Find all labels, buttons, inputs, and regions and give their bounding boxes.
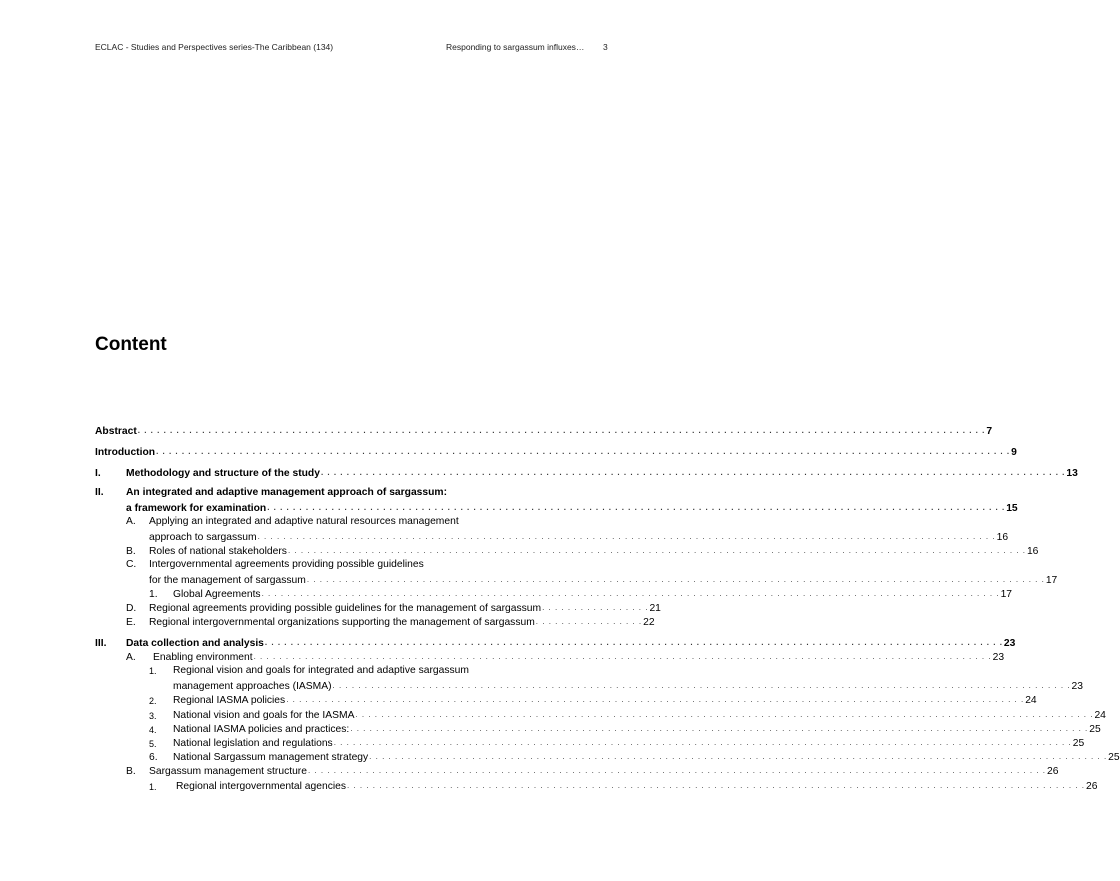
toc-entry-3b1[interactable]	[95, 779, 1098, 793]
toc-number: A.	[126, 652, 136, 663]
leader-dots: . . . . . . . . . . . . . . . . . . . . . . . . . . . . . . . . . . . . . . . . . . . . . . . . . . . . . . . . . . . . . . . . . . . . . . . . . . . . . . . . . . . . . . . . . . . . . . . . . . . . . . . . . . . . . . . . . . .	[333, 738, 1072, 747]
toc-text: Introduction	[95, 447, 156, 458]
toc-text: Applying an integrated and adaptive natural resources management	[149, 516, 459, 527]
toc-page: 13	[1066, 468, 1078, 479]
toc-entry-chapter-3[interactable]	[95, 636, 1016, 650]
toc-number: 5.	[149, 739, 157, 749]
toc-number: 1.	[149, 782, 157, 792]
leader-dots: . . . . . . . . . . . . . . . . .	[535, 617, 643, 626]
toc-text: Regional intergovernmental agencies	[176, 781, 347, 792]
leader-dots: . . . . . . . . . . . . . . . . . . . . . . . . . . . . . . . . . . . . . . . . . . . . . . . . . . . . . . . . . . . . . . . . . . . . . . . . . . . . . . . . . . . . . . . . . . . . . . . . . . . . . . . . . . . . . . . . . . .	[261, 589, 1000, 598]
toc-number: II.	[95, 487, 104, 498]
leader-dots: . . . . . . . . . . . . . . . . . . . . . . . . . . . . . . . . . . . . . . . . . . . . . . . . . . . . . . . . . . . . . . . . . . . . . . . . . . . . . . . . . . . . . . . . . . . . . . . . . . . . . . . . . . . . . . . . . . . . . . . . . . . . . . . . . . . . .	[156, 447, 1011, 456]
toc-entry-3a5[interactable]	[95, 736, 1085, 750]
toc-page: 7	[986, 426, 993, 437]
toc-text: National IASMA policies and practices:	[173, 724, 350, 735]
toc-text: Sargassum management structure	[149, 766, 307, 777]
toc-number: 6.	[149, 752, 158, 763]
leader-dots: . . . . . . . . . . . . . . . . . . . . . . . . . . . . . . . . . . . . . . . . . . . . . . . . . . . . . . . . . . . . . . . . . . . . . . . . . . . . . . . . . . . . . . . . . . . . . . . . . . . . . . . . . . . . . . . . . . .	[264, 638, 1003, 647]
leader-dots: . . . . . . . . . . . . . . . . . . . . . . . . . . . . . . . . . . . . . . . . . . . . . . . . . . . . . . . . . . . . . . . . . . . . . . . . . . . . . . . . . . . . . . . . . . . . . . . . . . . . . . . . . . . . . . . . . . .	[306, 575, 1045, 584]
toc-text: for the management of sargassum	[149, 575, 306, 586]
leader-dots: . . . . . . . . . . . . . . . . . . . . . . . . . . . . . . . . . . . . . . . . . . . . . . . . . . . . . . . . . . . . . . . . . . . . . . . . . . . . . . . . . . . . . . . . . . . . . . . . . . . . . . . . . . . . . . . . . . .	[350, 724, 1089, 733]
toc-page: 21	[649, 603, 661, 614]
toc-page: 26	[1086, 781, 1098, 792]
toc-entry-3a1[interactable]	[95, 665, 586, 679]
toc-number: B.	[126, 546, 136, 557]
toc-entry-2d[interactable]	[95, 601, 661, 615]
toc-number: E.	[126, 617, 136, 628]
toc-page: 16	[1026, 546, 1039, 557]
toc-page: 22	[643, 617, 655, 628]
leader-dots: . . . . . . . . . . . . . . . . . . . . . . . . . . . . . . . . . . . . . . . . . . . . . . . . . . . . . . . . . . . . . . . . . . . . . . . . . . . . . . . . . . . . . . . . . . . . . . . . . . . . . . . . . . . . . . . . . . .	[307, 766, 1046, 775]
leader-dots: . . . . . . . . . . . . . . . . .	[542, 603, 649, 612]
leader-dots: . . . . . . . . . . . . . . . . . . . . . . . . . . . . . . . . . . . . . . . . . . . . . . . . . . . . . . . . . . . . . . . . . . . . . . . . . . . . . . . . . . . . . . . . . . . . . . . . . . . . . . . . . . . . . . . . . . .	[347, 781, 1086, 790]
leader-dots: . . . . . . . . . . . . . . . . . . . . . . . . . . . . . . . . . . . . . . . . . . . . . . . . . . . . . . . . . . . . . . . . . . . . . . . . . . . . . . . . . . . . . . . . . . . . . . . . . . . . . . . . . . . . . . . . . . . .	[320, 468, 1066, 477]
toc-text: Regional vision and goals for integrated and adaptive sargassum	[173, 665, 469, 676]
toc-text: approach to sargassum	[149, 532, 257, 543]
toc-text: Methodology and structure of the study	[126, 468, 320, 479]
page-number: 3	[603, 42, 608, 52]
toc-page: 23	[992, 652, 1005, 663]
toc-entry-introduction[interactable]	[95, 445, 1017, 459]
leader-dots: . . . . . . . . . . . . . . . . . . . . . . . . . . . . . . . . . . . . . . . . . . . . . . . . . . . . . . . . . . . . . . . . . . . . . . . . . . . . . . . . . . . . . . . . . . . . . . . . . . . . . . . . . . . . . . . . . . .	[253, 652, 992, 661]
leader-dots: . . . . . . . . . . . . . . . . . . . . . . . . . . . . . . . . . . . . . . . . . . . . . . . . . . . . . . . . . . . . . . . . . . . . . . . . . . . . . . . . . . . . . . . . . . . . . . . . . . . . . . . . . . . . . . . . . . .	[355, 710, 1094, 719]
toc-text: National Sargassum management strategy	[173, 752, 369, 763]
toc-text: National vision and goals for the IASMA	[173, 710, 355, 721]
toc-number: I.	[95, 468, 101, 479]
toc-entry-chapter-1[interactable]	[95, 466, 1078, 480]
leader-dots: . . . . . . . . . . . . . . . . . . . . . . . . . . . . . . . . . . . . . . . . . . . . . . . . . . . . . . . . . . . . . . . . . . . . . . . . . . . . . . . . . . . . . . . . . . . . . . . . . . . . . . . . . . . . . . . . . . .	[257, 532, 996, 541]
toc-page: 25	[1108, 752, 1120, 763]
toc-text: National legislation and regulations	[173, 738, 333, 749]
toc-number: 2.	[149, 696, 157, 706]
toc-page: 25	[1072, 738, 1085, 749]
toc-text: Global Agreements	[173, 589, 261, 600]
toc-number: 3.	[149, 711, 157, 721]
toc-entry-2c[interactable]	[95, 559, 586, 573]
leader-dots: . . . . . . . . . . . . . . . . . . . . . . . . . . . . . . . . . . . . . . . . . . . . . . . . . . . . . . . . . . . . . . . . . . . . . . . . . . . . . . . . . . . . . . . . . . . . . . . . . . . . . . . . . . . . . . . . . . .	[286, 695, 1025, 704]
toc-number: 4.	[149, 725, 157, 735]
toc-text: Abstract	[95, 426, 137, 437]
toc-text: management approaches (IASMA)	[173, 681, 332, 692]
toc-text: Regional agreements providing possible guidelines for the management of sargassum	[149, 603, 542, 614]
toc-text: Roles of national stakeholders	[149, 546, 287, 557]
leader-dots: . . . . . . . . . . . . . . . . . . . . . . . . . . . . . . . . . . . . . . . . . . . . . . . . . . . . . . . . . . . . . . . . . . . . . . . . . . . . . . . . . . . . . . . . . . . . . . . . . . . . . . . . . . . . . . . . . . . . . . . . . . . . . . . . . . . .	[137, 426, 986, 435]
toc-text: An integrated and adaptive management approach of sargassum:	[126, 487, 447, 498]
toc-number: B.	[126, 766, 136, 777]
page-title: Content	[95, 334, 167, 355]
toc-text: a framework for examination	[126, 503, 267, 514]
toc-page: 17	[1000, 589, 1013, 600]
toc-entry-3a3[interactable]	[95, 708, 1106, 722]
toc-entry-2c1[interactable]	[95, 587, 1013, 601]
toc-text: Regional intergovernmental organizations supporting the management of sargassum	[149, 617, 535, 628]
toc-page: 23	[1071, 681, 1084, 692]
toc-entry-2c-cont[interactable]	[95, 573, 1058, 587]
toc-page: 25	[1089, 724, 1101, 735]
toc-entry-3a[interactable]	[95, 650, 1005, 664]
toc-entry-3a6[interactable]	[95, 750, 1120, 764]
toc-number: 1.	[149, 589, 158, 600]
toc-entry-3a4[interactable]	[95, 722, 1101, 736]
toc-page: 17	[1045, 575, 1058, 586]
toc-number: D.	[126, 603, 137, 614]
toc-page: 26	[1046, 766, 1059, 777]
toc-page: 16	[996, 532, 1009, 543]
toc-entry-3a1-cont[interactable]	[95, 679, 1084, 693]
leader-dots: . . . . . . . . . . . . . . . . . . . . . . . . . . . . . . . . . . . . . . . . . . . . . . . . . . . . . . . . . . . . . . . . . . . . . . . . . . . . . . . . . . . . . . . . . . . . . . . . . . . . . . . . . . . . . . . . . . .	[332, 681, 1071, 690]
toc-entry-chapter-2[interactable]	[95, 487, 586, 501]
toc-text: Data collection and analysis	[126, 638, 264, 649]
toc-entry-3b[interactable]	[95, 764, 1059, 778]
toc-text: Intergovernmental agreements providing possible guidelines	[149, 559, 424, 570]
toc-page: 9	[1011, 447, 1017, 458]
toc-entry-abstract[interactable]	[95, 424, 993, 438]
toc-number: III.	[95, 638, 107, 649]
leader-dots: . . . . . . . . . . . . . . . . . . . . . . . . . . . . . . . . . . . . . . . . . . . . . . . . . . . . . . . . . . . . . . . . . . . . . . . . . . . . . . . . . . . . . . . . . . . . . . . . . . . . . . . . . . . . . . . . . . .	[369, 752, 1108, 761]
toc-page: 15	[1006, 503, 1018, 514]
toc-page: 23	[1003, 638, 1016, 649]
toc-entry-2a[interactable]	[95, 516, 586, 530]
toc-number: C.	[126, 559, 137, 570]
toc-page: 24	[1094, 710, 1106, 721]
running-header-title: Responding to sargassum influxes…	[446, 42, 585, 52]
toc-page: 24	[1025, 695, 1037, 706]
toc-entry-2b[interactable]	[95, 544, 1039, 558]
toc-text: Regional IASMA policies	[173, 695, 286, 706]
toc-number: A.	[126, 516, 136, 527]
toc-text: Enabling environment	[153, 652, 253, 663]
toc-entry-2a-cont[interactable]	[95, 530, 1009, 544]
toc-number: 1.	[149, 666, 157, 676]
running-header-series: ECLAC - Studies and Perspectives series-The Caribbean (134)	[95, 42, 334, 52]
toc-entry-2e[interactable]	[95, 615, 655, 629]
leader-dots: . . . . . . . . . . . . . . . . . . . . . . . . . . . . . . . . . . . . . . . . . . . . . . . . . . . . . . . . . . . . . . . . . . . . . . . . . . . . . . . . . . . . . . . . . . . . . . . . . . . . . . . . . . . . . . . . . . .	[267, 503, 1006, 512]
toc-entry-3a2[interactable]	[95, 693, 1037, 707]
leader-dots: . . . . . . . . . . . . . . . . . . . . . . . . . . . . . . . . . . . . . . . . . . . . . . . . . . . . . . . . . . . . . . . . . . . . . . . . . . . . . . . . . . . . . . . . . . . . . . . . . . . . . . . . . . . . . . . . . . .	[287, 546, 1026, 555]
toc-entry-chapter-2-cont[interactable]	[95, 501, 1018, 515]
